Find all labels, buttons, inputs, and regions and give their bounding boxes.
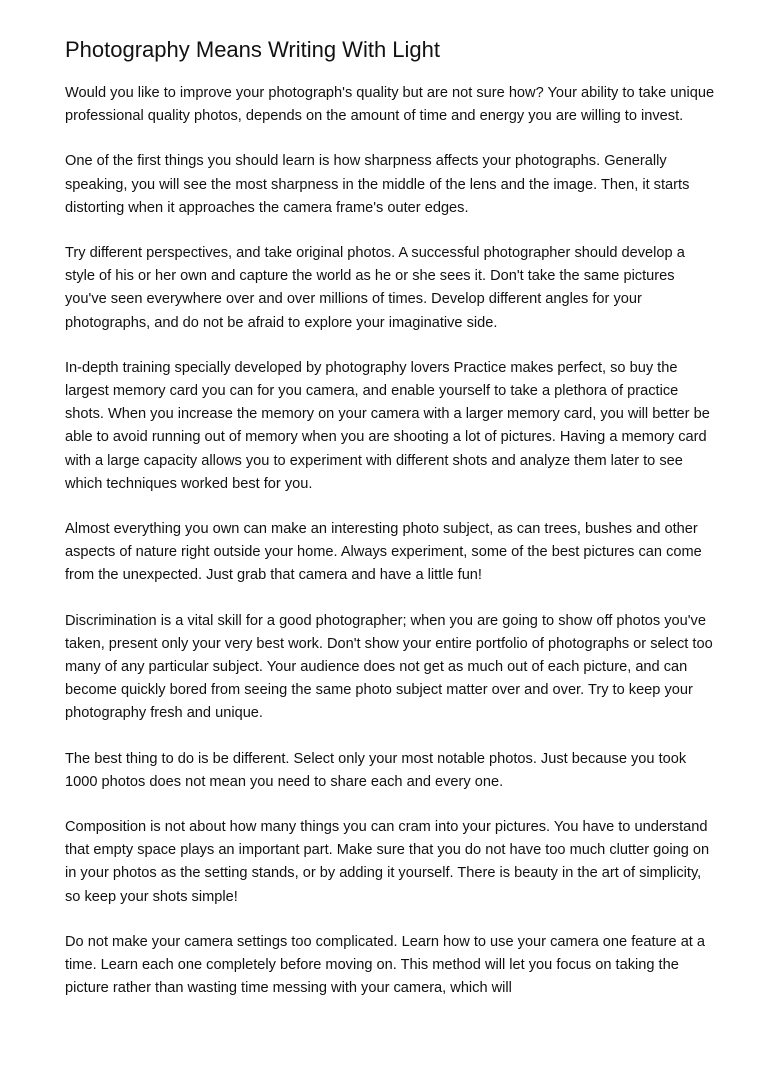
paragraph-1: Would you like to improve your photograph's quality but are not sure how? Your ability to take unique professional quality photos, depends on the amount of time and energy you are willing to invest.	[65, 85, 715, 125]
paragraph-9: Do not make your camera settings too complicated. Learn how to use your camera one feature at a time. Learn each one completely before moving on. This method will let you focus on taking the picture rather than wasting time messing with your camera, which will	[65, 933, 706, 997]
page-title: Photography Means Writing With Light	[65, 37, 440, 62]
paragraph-5: Almost everything you own can make an interesting photo subject, as can trees, bushes and other aspects of nature right outside your home. Always experiment, some of the best pictures can come from the unexpected. Just grab that camera and have a little fun!	[65, 521, 702, 584]
paragraph-2: One of the first things you should learn is how sharpness affects your photographs. Generally speaking, you will see the most sharpness in the middle of the lens and the image. Then, it starts distorting when it approaches the camera frame's outer edges.	[65, 153, 690, 216]
paragraph-4: In-depth training specially developed by photography lovers Practice makes perfect, so buy the largest memory card you can for you camera, and enable yourself to take a plethora of practice shots. When you increase the memory on your camera with a larger memory card, you will better be able to avoid running out of memory when you are shooting a lot of pictures. Having a memory card with a large capacity allows you to experiment with different shots and analyze them later to see which techniques worked best for you.	[65, 359, 710, 492]
paragraph-7: The best thing to do is be different. Select only your most notable photos. Just because you took 1000 photos does not mean you need to share each and every one.	[65, 750, 687, 790]
document-page	[65, 35, 715, 1023]
paragraph-3: Try different perspectives, and take original photos. A successful photographer should develop a style of his or her own and capture the world as he or she sees it. Don't take the same pictures you've seen everywhere over and over millions of times. Develop different angles for your photographs, and do not be afraid to explore your imaginative side.	[65, 245, 685, 331]
paragraph-8: Composition is not about how many things you can cram into your pictures. You have to understand that empty space plays an important part. Make sure that you do not have too much clutter going on in your photos as the setting stands, or by adding it yourself. There is beauty in the art of simplicity, so keep your shots simple!	[65, 819, 710, 905]
paragraph-6: Discrimination is a vital skill for a good photographer; when you are going to show off photos you've taken, present only your very best work. Don't show your entire portfolio of photographs or select too many of any particular subject. Your audience does not get as much out of each picture, and can become quickly bored from seeing the same photo subject matter over and over. Try to keep your photography fresh and unique.	[65, 612, 713, 722]
